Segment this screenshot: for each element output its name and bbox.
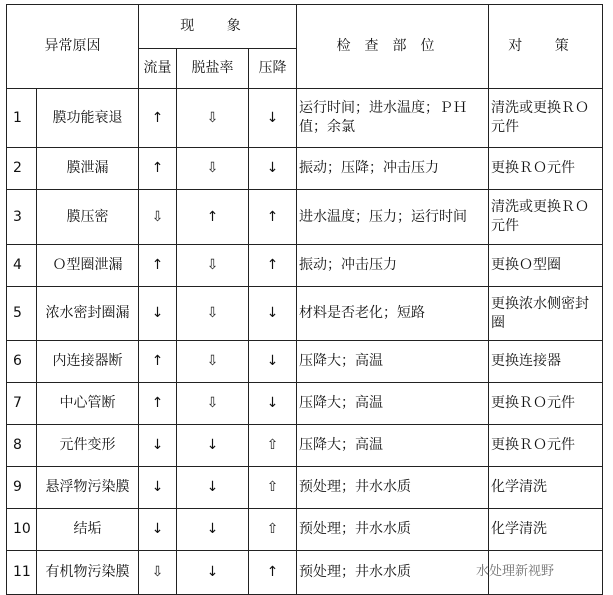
desalination-arrow: ↓ xyxy=(177,551,249,595)
pressure-drop-arrow: ↑ xyxy=(249,551,297,595)
measure-cell: 化学清洗 xyxy=(489,509,603,551)
inspect-cell: 进水温度；压力；运行时间 xyxy=(297,190,489,245)
cause-cell: 元件变形 xyxy=(37,425,139,467)
watermark: 水处理新视野 xyxy=(476,564,555,579)
header-cause: 异常原因 xyxy=(7,5,139,89)
cause-cell: 膜泄漏 xyxy=(37,148,139,190)
row-number: 4 xyxy=(7,245,37,287)
inspect-cell: 材料是否老化；短路 xyxy=(297,287,489,341)
measure-cell: 更换ＲＯ元件 xyxy=(489,383,603,425)
inspect-cell: 运行时间；进水温度；ＰＨ值；余氯 xyxy=(297,89,489,148)
inspect-cell: 预处理；井水水质 xyxy=(297,551,489,595)
row-number: 8 xyxy=(7,425,37,467)
cause-cell: 中心管断 xyxy=(37,383,139,425)
header-desalination: 脱盐率 xyxy=(177,49,249,89)
row-number: 10 xyxy=(7,509,37,551)
pressure-drop-arrow: ↓ xyxy=(249,341,297,383)
flow-arrow: ↓ xyxy=(139,425,177,467)
cause-cell: 膜功能衰退 xyxy=(37,89,139,148)
ro-fault-table xyxy=(6,4,603,595)
measure-cell: 更换Ｏ型圈 xyxy=(489,245,603,287)
flow-arrow: ⇩ xyxy=(139,190,177,245)
flow-arrow: ↓ xyxy=(139,509,177,551)
desalination-arrow: ⇩ xyxy=(177,341,249,383)
cause-cell: 结垢 xyxy=(37,509,139,551)
row-number: 3 xyxy=(7,190,37,245)
desalination-arrow: ⇩ xyxy=(177,383,249,425)
desalination-arrow: ⇩ xyxy=(177,287,249,341)
pressure-drop-arrow: ⇧ xyxy=(249,509,297,551)
inspect-cell: 预处理；井水水质 xyxy=(297,467,489,509)
header-inspect: 检查部位 xyxy=(297,5,489,89)
cause-cell: 悬浮物污染膜 xyxy=(37,467,139,509)
pressure-drop-arrow: ⇧ xyxy=(249,425,297,467)
desalination-arrow: ⇩ xyxy=(177,245,249,287)
table-row xyxy=(7,341,603,383)
row-number: 6 xyxy=(7,341,37,383)
pressure-drop-arrow: ↓ xyxy=(249,287,297,341)
table-row xyxy=(7,509,603,551)
cause-cell: 有机物污染膜 xyxy=(37,551,139,595)
row-number: 9 xyxy=(7,467,37,509)
pressure-drop-arrow: ⇧ xyxy=(249,467,297,509)
row-number: 1 xyxy=(7,89,37,148)
flow-arrow: ↑ xyxy=(139,148,177,190)
measure-cell: 更换连接器 xyxy=(489,341,603,383)
table-row xyxy=(7,383,603,425)
flow-arrow: ⇩ xyxy=(139,551,177,595)
flow-arrow: ↑ xyxy=(139,341,177,383)
desalination-arrow: ↑ xyxy=(177,190,249,245)
flow-arrow: ↑ xyxy=(139,383,177,425)
measure-cell: 更换浓水侧密封圈 xyxy=(489,287,603,341)
header-flow: 流量 xyxy=(139,49,177,89)
cause-cell: 内连接器断 xyxy=(37,341,139,383)
pressure-drop-arrow: ↓ xyxy=(249,89,297,148)
inspect-cell: 压降大；高温 xyxy=(297,341,489,383)
cause-cell: 浓水密封圈漏 xyxy=(37,287,139,341)
measure-cell: 化学清洗 xyxy=(489,467,603,509)
desalination-arrow: ⇩ xyxy=(177,148,249,190)
row-number: 5 xyxy=(7,287,37,341)
measure-cell: 更换ＲＯ元件 xyxy=(489,425,603,467)
measure-cell: 更换ＲＯ元件 xyxy=(489,148,603,190)
table-row xyxy=(7,467,603,509)
measure-cell: 清洗或更换ＲＯ元件 xyxy=(489,89,603,148)
pressure-drop-arrow: ↑ xyxy=(249,190,297,245)
header-phenomenon: 现 象 xyxy=(139,5,297,49)
inspect-cell: 预处理；井水水质 xyxy=(297,509,489,551)
table-row xyxy=(7,287,603,341)
desalination-arrow: ↓ xyxy=(177,509,249,551)
row-number: 2 xyxy=(7,148,37,190)
inspect-cell: 振动；压降；冲击压力 xyxy=(297,148,489,190)
inspect-cell: 压降大；高温 xyxy=(297,425,489,467)
pressure-drop-arrow: ↓ xyxy=(249,383,297,425)
flow-arrow: ↑ xyxy=(139,89,177,148)
desalination-arrow: ↓ xyxy=(177,425,249,467)
table-row xyxy=(7,89,603,148)
row-number: 11 xyxy=(7,551,37,595)
table-row xyxy=(7,425,603,467)
flow-arrow: ↓ xyxy=(139,467,177,509)
cause-cell: Ｏ型圈泄漏 xyxy=(37,245,139,287)
pressure-drop-arrow: ↓ xyxy=(249,148,297,190)
table-row xyxy=(7,148,603,190)
measure-cell: 清洗或更换ＲＯ元件 xyxy=(489,190,603,245)
flow-arrow: ↓ xyxy=(139,287,177,341)
header-pressure-drop: 压降 xyxy=(249,49,297,89)
pressure-drop-arrow: ↑ xyxy=(249,245,297,287)
inspect-cell: 压降大；高温 xyxy=(297,383,489,425)
header-measures: 对 策 xyxy=(489,5,603,89)
inspect-cell: 振动；冲击压力 xyxy=(297,245,489,287)
row-number: 7 xyxy=(7,383,37,425)
desalination-arrow: ↓ xyxy=(177,467,249,509)
desalination-arrow: ⇩ xyxy=(177,89,249,148)
table-row xyxy=(7,245,603,287)
table-row xyxy=(7,190,603,245)
cause-cell: 膜压密 xyxy=(37,190,139,245)
flow-arrow: ↑ xyxy=(139,245,177,287)
